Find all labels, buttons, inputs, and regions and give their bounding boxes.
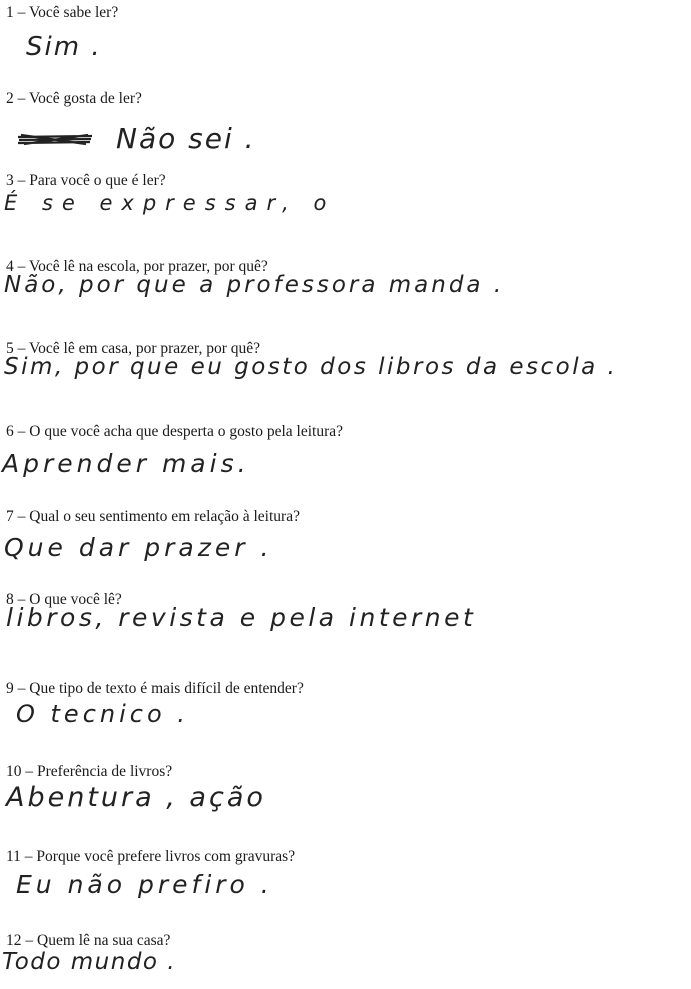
answer-5: Sim, por que eu gosto dos libros da escola . (4, 354, 618, 380)
answer-11: Eu não prefiro . (16, 870, 273, 899)
question-4: 4 – Você lê na escola, por prazer, por quê? (6, 258, 268, 275)
question-9: 9 – Que tipo de texto é mais difícil de entender? (6, 680, 304, 697)
question-12: 12 – Quem lê na sua casa? (6, 932, 171, 949)
answer-3: É se expressar, o (4, 191, 336, 215)
answer-2: Não sei . (116, 122, 256, 155)
question-11: 11 – Porque você prefere livros com gravuras? (6, 848, 296, 865)
answer-4: Não, por que a professora manda . (4, 272, 505, 298)
crossed-out-scribble (16, 131, 94, 147)
question-7: 7 – Qual o seu sentimento em relação à leitura? (6, 508, 300, 525)
answer-7: Que dar prazer . (4, 533, 273, 562)
answer-6: Aprender mais. (2, 449, 250, 478)
answer-10: Abentura , ação (6, 782, 266, 813)
question-5: 5 – Você lê em casa, por prazer, por quê? (6, 340, 261, 357)
question-1: 1 – Você sabe ler? (6, 4, 119, 21)
question-10: 10 – Preferência de livros? (6, 763, 173, 780)
answer-1: Sim . (26, 32, 102, 62)
answer-8: libros, revista e pela internet (6, 603, 477, 632)
answer-12: Todo mundo . (2, 949, 177, 975)
question-6: 6 – O que você acha que desperta o gosto pela leitura? (6, 423, 343, 440)
question-2: 2 – Você gosta de ler? (6, 90, 142, 107)
answer-9: O tecnico . (16, 700, 189, 728)
question-3: 3 – Para você o que é ler? (6, 172, 166, 189)
question-8: 8 – O que você lê? (6, 591, 122, 608)
